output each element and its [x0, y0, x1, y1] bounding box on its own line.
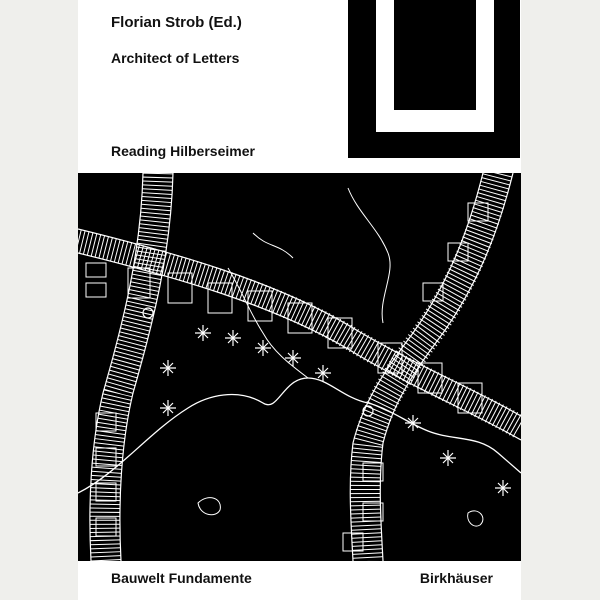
band-arc	[78, 241, 521, 428]
book-title: Architect of Letters	[111, 50, 240, 66]
band-left-edge-1	[90, 173, 143, 561]
river-branch	[348, 188, 390, 323]
island	[468, 511, 483, 526]
publisher-name: Birkhäuser	[419, 570, 493, 586]
settlement-plan-illustration	[78, 173, 521, 561]
stream	[253, 233, 293, 258]
band-left-vertical	[105, 173, 158, 561]
book-subtitle: Reading Hilberseimer	[111, 143, 255, 159]
logo-frame-icon	[348, 0, 520, 158]
band-right-vertical	[365, 173, 498, 561]
island	[198, 498, 220, 515]
author-name: Florian Strob (Ed.)	[111, 14, 242, 31]
logo-frame-white	[376, 0, 494, 132]
plan-drawing	[78, 173, 521, 561]
logo-frame-inner	[394, 0, 476, 110]
series-name: Bauwelt Fundamente	[111, 570, 252, 586]
book-cover	[78, 0, 521, 600]
